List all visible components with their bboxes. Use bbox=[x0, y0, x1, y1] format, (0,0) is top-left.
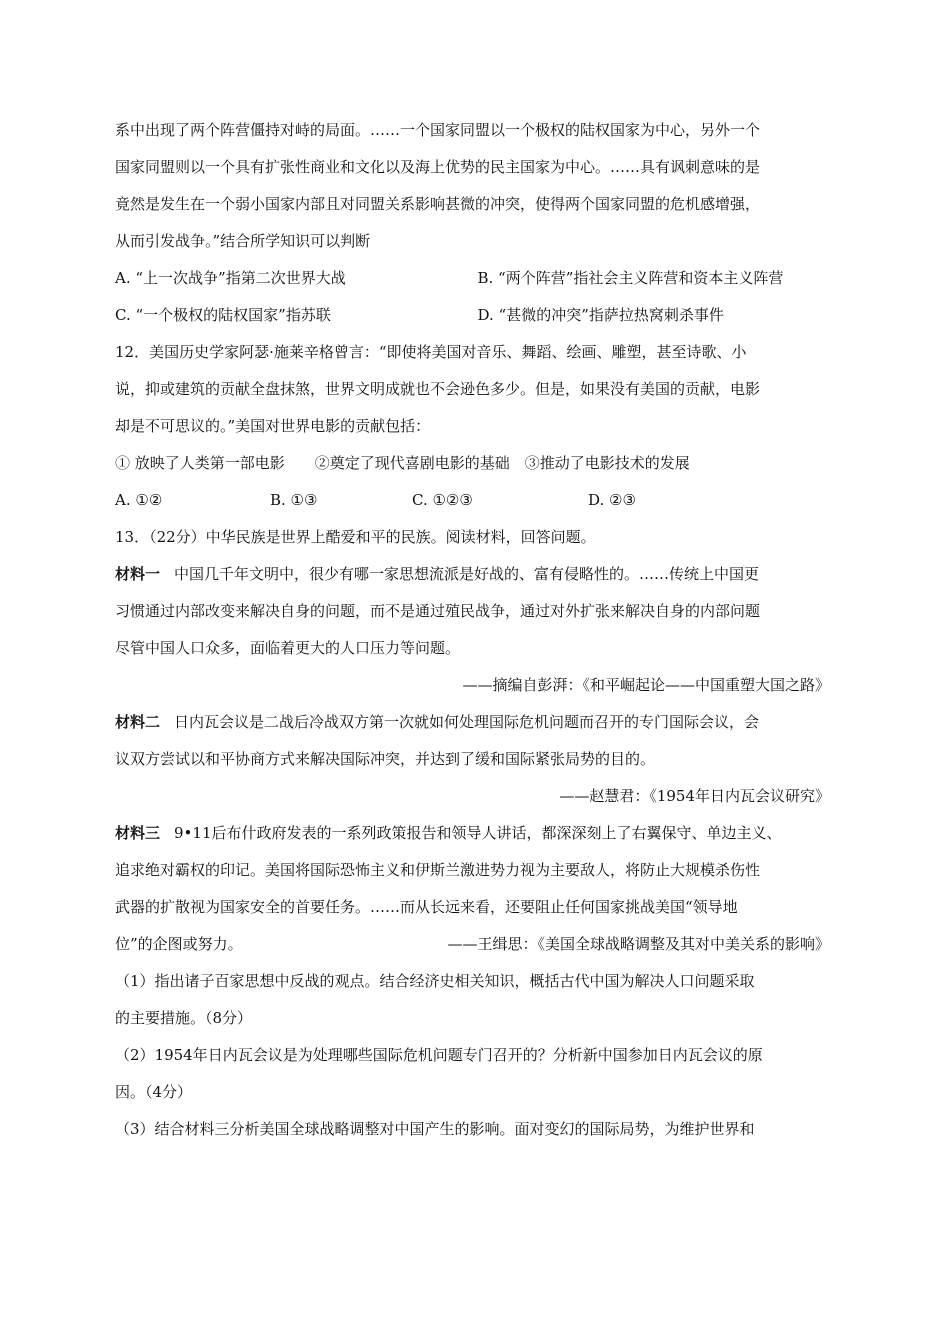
material-2-source: ——赵慧君：《1954年日内瓦会议研究》 bbox=[559, 787, 830, 805]
text-line: 12．美国历史学家阿瑟·施莱辛格曾言：“即使将美国对音乐、舞蹈、绘画、雕塑，甚至诗歌、小 bbox=[115, 343, 747, 361]
text-line: 因。（4分） bbox=[115, 1083, 193, 1101]
option-d: D. “甚微的冲突”指萨拉热窝刺杀事件 bbox=[477, 306, 724, 324]
material-1 bbox=[115, 556, 840, 667]
q13-stem-text: 13．（22分）中华民族是世界上酷爱和平的民族。阅读材料，回答问题。 bbox=[115, 528, 596, 546]
option-c: C. “一个极权的陆权国家”指苏联 bbox=[115, 306, 331, 324]
material-1-source: ——摘编自彭湃：《和平崛起论——中国重塑大国之路》 bbox=[462, 676, 830, 694]
text-line: （2）1954年日内瓦会议是为处理哪些国际危机问题专门召开的？分析新中国参加日内瓦会议的原 bbox=[115, 1046, 763, 1064]
q12-options bbox=[115, 482, 840, 519]
material-text: 9•11后布什政府发表的一系列政策报告和领导人讲话，都深深刻上了右翼保守、单边主义、 bbox=[174, 824, 782, 842]
q12-items bbox=[115, 445, 840, 482]
material-text: 日内瓦会议是二战后冷战双方第一次就如何处理国际危机问题而召开的专门国际会议，会 bbox=[174, 713, 760, 731]
text-line: 系中出现了两个阵营僵持对峙的局面。……一个国家同盟以一个极权的陆权国家为中心，另外一个 bbox=[115, 121, 761, 139]
option-b: B. “两个阵营”指社会主义阵营和资本主义阵营 bbox=[477, 269, 784, 287]
text-line: 国家同盟则以一个具有扩张性商业和文化以及海上优势的民主国家为中心。……具有讽刺意味的是 bbox=[115, 158, 761, 176]
material-label: 材料二 bbox=[115, 713, 161, 731]
material-3-last-line bbox=[115, 926, 840, 963]
material-label: 材料一 bbox=[115, 565, 161, 583]
option-a: A. ①② bbox=[115, 491, 163, 509]
option-a: A. “上一次战争”指第二次世界大战 bbox=[115, 269, 346, 287]
text-line bbox=[115, 556, 840, 593]
q11-options-row-1 bbox=[115, 260, 840, 297]
text-line bbox=[115, 815, 840, 852]
text-line: 从而引发战争。”结合所学知识可以判断 bbox=[115, 232, 371, 250]
text-line: 武器的扩散视为国家安全的首要任务。……而从长远来看，还要阻止任何国家挑战美国“领导地 bbox=[115, 898, 738, 916]
material-text: 中国几千年文明中，很少有哪一家思想流派是好战的、富有侵略性的。……传统上中国更 bbox=[174, 565, 760, 583]
text-line: 竟然是发生在一个弱小国家内部且对同盟关系影响甚微的冲突，使得两个国家同盟的危机感增强， bbox=[115, 195, 761, 213]
document-content bbox=[115, 112, 840, 1148]
q12-items-text: ① 放映了人类第一部电影 ②奠定了现代喜剧电影的基础 ③推动了电影技术的发展 bbox=[115, 454, 690, 472]
text-line: 却是不可思议的。”美国对世界电影的贡献包括： bbox=[115, 417, 431, 435]
material-2 bbox=[115, 704, 840, 778]
text-line: 议双方尝试以和平协商方式来解决国际冲突，并达到了缓和国际紧张局势的目的。 bbox=[115, 750, 656, 768]
text-line: 说，抑或建筑的贡献全盘抹煞，世界文明成就也不会逊色多少。但是，如果没有美国的贡献，电影 bbox=[115, 380, 761, 398]
material-text: 位”的企图或努力。 bbox=[115, 935, 243, 953]
text-line: （1）指出诸子百家思想中反战的观点。结合经济史相关知识，概括古代中国为解决人口问题采取 bbox=[115, 972, 755, 990]
q11-options-row-2 bbox=[115, 297, 840, 334]
q12-stem bbox=[115, 334, 840, 445]
q13-subquestion-3 bbox=[115, 1111, 840, 1148]
text-line: （3）结合材料三分析美国全球战略调整对中国产生的影响。面对变幻的国际局势，为维护世界和 bbox=[115, 1120, 755, 1138]
material-label: 材料三 bbox=[115, 824, 161, 842]
text-line: 习惯通过内部改变来解决自身的问题，而不是通过殖民战争，通过对外扩张来解决自身的内部问题 bbox=[115, 602, 761, 620]
q13-subquestion-2 bbox=[115, 1037, 840, 1111]
material-3-source: ——王缉思：《美国全球战略调整及其对中美关系的影响》 bbox=[447, 935, 830, 953]
q11-stem-tail bbox=[115, 112, 840, 260]
option-b: B. ①③ bbox=[270, 491, 318, 509]
option-d: D. ②③ bbox=[588, 491, 636, 509]
option-c: C. ①②③ bbox=[412, 491, 473, 509]
q13-subquestion-1 bbox=[115, 963, 840, 1037]
material-3 bbox=[115, 815, 840, 926]
text-line: 的主要措施。（8分） bbox=[115, 1009, 253, 1027]
text-line: 尽管中国人口众多，面临着更大的人口压力等问题。 bbox=[115, 639, 461, 657]
text-line: 追求绝对霸权的印记。美国将国际恐怖主义和伊斯兰激进势力视为主要敌人，将防止大规模杀伤性 bbox=[115, 861, 761, 879]
text-line bbox=[115, 704, 840, 741]
q13-stem bbox=[115, 519, 840, 556]
